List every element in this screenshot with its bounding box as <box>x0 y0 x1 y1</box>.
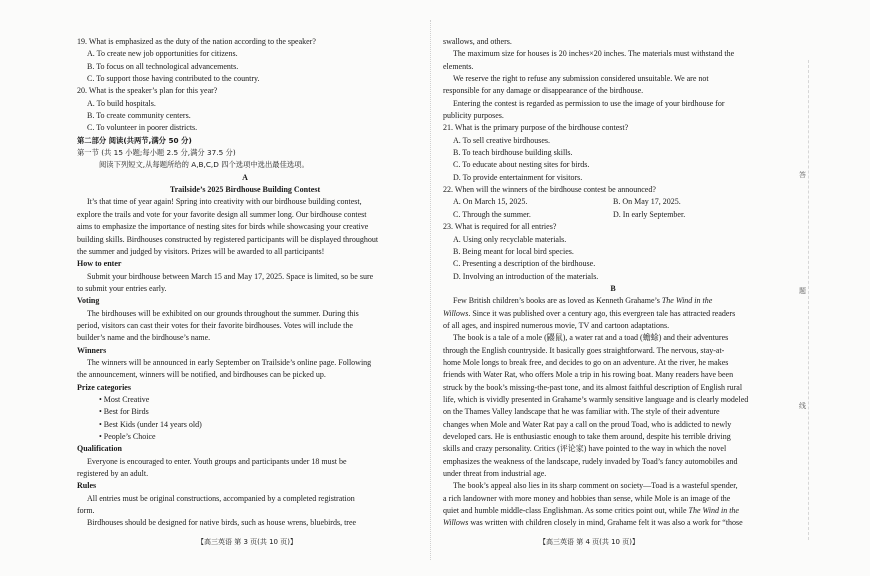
column-divider <box>430 20 431 560</box>
option: A. Using only recyclable materials. <box>453 234 567 244</box>
body-line: publicity purposes. <box>443 111 504 121</box>
body-line: The birdhouses will be exhibited on our grounds throughout the summer. During this <box>87 308 359 318</box>
question-22-stem: 22. When will the winners of the birdhouse contest be announced? <box>443 185 656 195</box>
passage-label: B <box>610 283 616 293</box>
body-line: All entries must be original constructions, accompanied by a completed registration <box>87 493 355 503</box>
book-title: The Wind in the <box>661 296 713 306</box>
section-heading: 第一节 (共 15 小题;每小题 2.5 分,满分 37.5 分) <box>77 148 236 158</box>
option: C. Through the summer. <box>453 209 531 219</box>
option-row <box>443 209 783 221</box>
margin-mark: 线 <box>799 402 806 410</box>
option: D. To provide entertainment for visitors. <box>453 172 583 182</box>
body-line: the announcement, winners will be notified, and birdhouses can be picked up. <box>77 370 326 380</box>
intro-line: building skills. Birdhouses constructed by registered participants will be displayed throughout <box>77 234 379 244</box>
body-line: The book’s appeal also lies in its sharp comment on society—Toad is a wasteful spender, <box>453 481 738 491</box>
option: C. To support those having contributed to the country. <box>87 74 260 84</box>
prize-item: • People’s Choice <box>99 432 156 441</box>
intro-line: It’s that time of year again! Spring into creativity with our birdhouse building contest, <box>87 197 362 207</box>
option: B. On May 17, 2025. <box>613 197 681 207</box>
option: A. To sell creative birdhouses. <box>453 135 551 145</box>
section-heading: Prize categories <box>77 382 131 392</box>
passage-title: Trailside’s 2025 Birdhouse Building Contest <box>169 185 321 195</box>
body-line <box>443 517 783 529</box>
question-23-stem: 23. What is required for all entries? <box>443 222 557 232</box>
body-line <box>443 308 783 320</box>
body-line: swallows, and others. <box>443 37 512 46</box>
right-column <box>443 36 783 530</box>
option: A. To build hospitals. <box>87 98 156 108</box>
body-line <box>443 295 783 307</box>
body-line: The winners will be announced in early September on Trailside’s online page. Following <box>87 357 372 367</box>
body-line: changes when Mole and Water Rat pay a call on the proud Toad, who is addicted to newly <box>443 419 732 429</box>
option: A. On March 15, 2025. <box>453 197 528 207</box>
body-line: Everyone is encouraged to enter. Youth groups and participants under 18 must be <box>87 456 347 466</box>
page-footer-left: 【高三英语 第 3 页(共 10 页)】 <box>197 538 297 546</box>
option: D. In early September. <box>613 209 686 219</box>
page-footer-right: 【高三英语 第 4 页(共 10 页)】 <box>539 538 639 546</box>
body-line: home Mole longs to break free, and decides to go on an adventure. At the river, he makes <box>443 357 729 367</box>
option: A. To create new job opportunities for citizens. <box>87 49 238 59</box>
body-line: under threat from industrial age. <box>443 469 547 479</box>
passage-label: A <box>242 172 248 182</box>
instruction: 阅读下列短文,从每题所给的 A,B,C,D 四个选项中选出最佳选项。 <box>99 160 309 170</box>
option: D. Involving an introduction of the materials. <box>453 271 599 281</box>
option-row <box>443 196 783 208</box>
body-line: Entering the contest is regarded as permission to use the image of your birdhouse for <box>453 98 725 108</box>
left-column <box>77 36 413 530</box>
section-heading: Rules <box>77 481 97 491</box>
prize-item: • Best Kids (under 14 years old) <box>99 419 202 429</box>
book-title: The Wind in the <box>688 506 739 516</box>
body-line: responsible for any damage or disappearance of the birdhouse. <box>443 86 644 96</box>
body-line: The maximum size for houses is 20 inches×20 inches. The materials must withstand the <box>453 49 735 59</box>
margin-mark: 题 <box>799 287 806 295</box>
text-run: . Since it was published over a century ago, this evergreen tale has attracted readers <box>468 308 736 318</box>
book-title: Willows <box>443 518 469 528</box>
body-line: builder’s name and the birdhouse’s name. <box>77 333 211 343</box>
intro-line: explore the trails and vote for your favorite design all summer long. Our birdhouse contest <box>77 209 367 219</box>
body-line: Birdhouses should be designed for native birds, such as house wrens, bluebirds, tree <box>87 518 357 528</box>
body-line: struck by the book’s missing-the-past tone, and its almost faithful description of English rural <box>443 382 743 392</box>
option: B. To create community centers. <box>87 111 191 121</box>
binding-line <box>808 60 809 540</box>
body-line: We reserve the right to refuse any submission considered unsuitable. We are not <box>453 74 709 84</box>
option: B. To teach birdhouse building skills. <box>453 148 573 158</box>
body-line: a rich landowner with more money and hobbies than sense, while Mole is an image of the <box>443 493 731 503</box>
option: B. To focus on all technological advancements. <box>87 61 239 71</box>
body-line: developed cars. He is enthusiastic enough to take them around, despite his terrible driving <box>443 432 731 441</box>
prize-item: • Most Creative <box>99 394 150 404</box>
body-line: of all ages, and inspired numerous movie, TV and cartoon adaptations. <box>443 320 670 330</box>
section-heading: How to enter <box>77 259 122 269</box>
body-line: friends with Water Rat, who offers Mole a trip in his rowing boat. Many readers have been <box>443 370 734 380</box>
body-line: skills and crazy personality. Critics (评论家) have pointed to the way in which the novel <box>443 444 727 454</box>
body-line <box>443 505 783 517</box>
body-line: period, visitors can cast their votes for their favorite birdhouses. Votes will include the <box>77 320 353 330</box>
intro-line: the summer and judged by visitors. Prizes will be awarded to all participants! <box>77 246 325 256</box>
body-line: The book is a tale of a mole (鼹鼠), a water rat and a toad (蟾蜍) and their adventures <box>453 333 729 343</box>
option: C. To volunteer in poorer districts. <box>87 123 198 133</box>
body-line: elements. <box>443 61 474 71</box>
option: C. To educate about nesting sites for birds. <box>453 160 590 170</box>
section-heading: Winners <box>77 345 107 355</box>
option: B. Being meant for local bird species. <box>453 246 574 256</box>
body-line: life, which is vividly presented in Grahame’s warmly sensitive language and is clearly modeled <box>443 394 749 404</box>
prize-item: • Best for Birds <box>99 407 149 417</box>
body-line: emphasizes the weakness of the landscape, rudely invaded by Toad’s fancy automobiles and <box>443 456 738 466</box>
option: C. Presenting a description of the birdhouse. <box>453 259 596 269</box>
question-21-stem: 21. What is the primary purpose of the birdhouse contest? <box>443 123 629 133</box>
book-title: Willows <box>443 308 469 318</box>
body-line: Submit your birdhouse between March 15 and May 17, 2025. Space is limited, so be sure <box>87 271 374 281</box>
body-line: registered by an adult. <box>77 469 149 479</box>
question-20-stem: 20. What is the speaker’s plan for this year? <box>77 86 218 96</box>
body-line: on the Thames Valley landscape that he was familiar with. The style of their adventure <box>443 407 720 417</box>
text-run: was written with children closely in mind, Grahame felt it was also a work for “those <box>468 518 743 528</box>
question-19-stem: 19. What is emphasized as the duty of the nation according to the speaker? <box>77 37 316 46</box>
section-heading: Voting <box>77 296 100 306</box>
section-heading: Qualification <box>77 444 122 454</box>
body-line: through the English countryside. It basically goes straightforward. The nervous, stay-at- <box>443 345 725 355</box>
text-run: Few British children’s books are as loved as Kenneth Grahame’s <box>453 296 662 306</box>
part-heading: 第二部分 阅读(共两节,满分 50 分) <box>77 135 192 145</box>
margin-mark: 答 <box>799 171 806 179</box>
intro-line: aims to emphasize the importance of nesting sites for birds while showcasing your creative <box>77 222 369 232</box>
text-run: quiet and humble middle-class Englishman. As some critics point out, while <box>443 506 689 516</box>
body-line: to submit your entries early. <box>77 283 167 293</box>
body-line: form. <box>77 506 95 516</box>
